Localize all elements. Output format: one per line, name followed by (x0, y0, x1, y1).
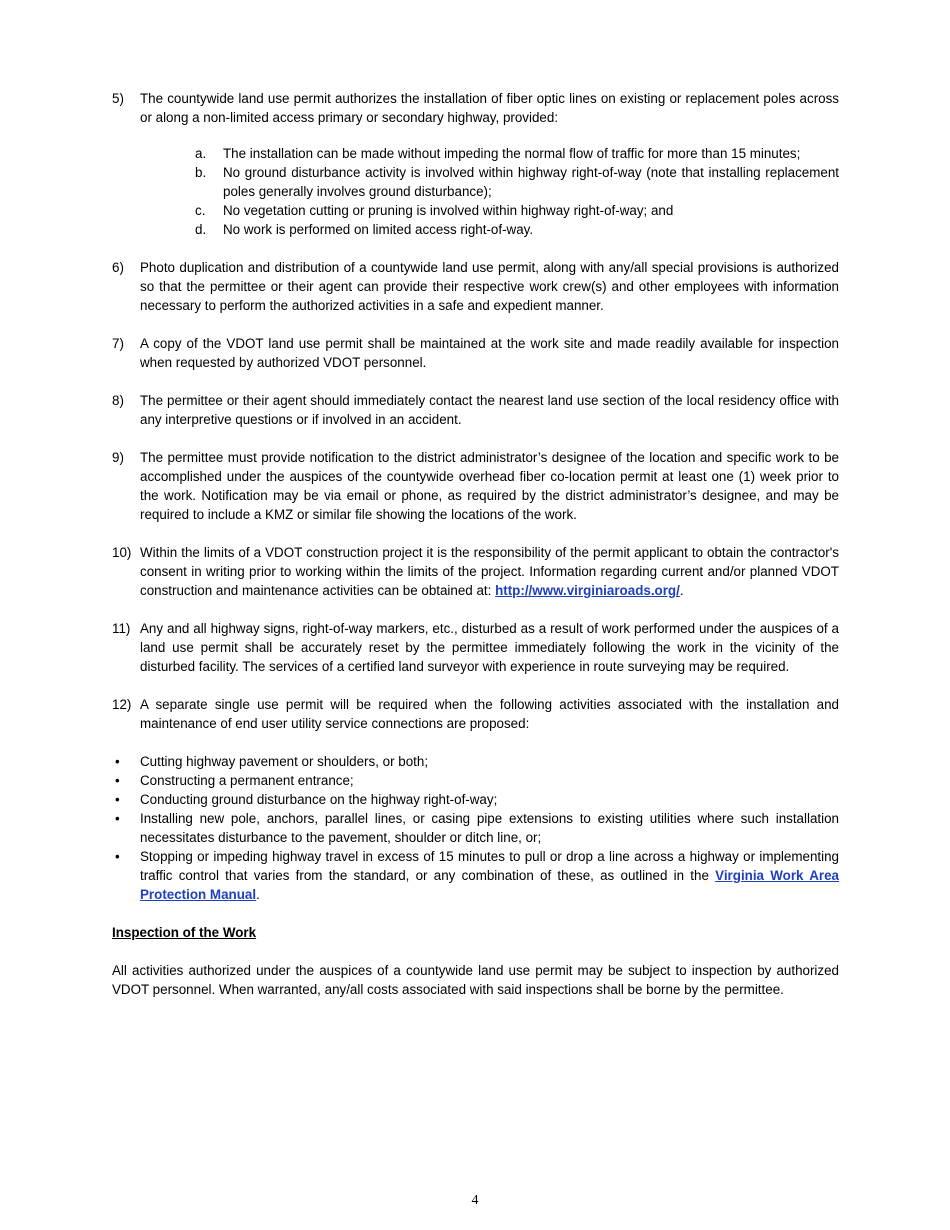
wapm-link[interactable]: Virginia Work Area Protection Manual (140, 868, 839, 902)
list-item-9 (112, 448, 839, 524)
item-number: 8) (112, 393, 124, 408)
item-number: 6) (112, 260, 124, 275)
sub-item-text: The installation can be made without impeding the normal flow of traffic for more than 15 minutes; (223, 146, 801, 161)
bullet-text: Stopping or impeding highway travel in excess of 15 minutes to pull or drop a line across a highway or implementing traffic control that varies from the standard, or any combination of these, as outlined in the (140, 849, 839, 883)
sub-item-label: c. (195, 203, 206, 218)
item-text: Any and all highway signs, right-of-way markers, etc., disturbed as a result of work performed under the auspices of a land use permit shall be accurately reset by the permittee immediately following the work in the vicinity of the disturbed facility. The services of a certified land surveyor with experience in route surveying may be required. (140, 621, 839, 674)
bullet-text: Cutting highway pavement or shoulders, or both; (140, 754, 429, 769)
item-text: A separate single use permit will be required when the following activities associated with the installation and maintenance of end user utility service connections are proposed: (140, 697, 839, 731)
bullet-item (112, 809, 839, 847)
sub-item-label: b. (195, 165, 207, 180)
bullet-icon: • (115, 773, 120, 788)
sub-item-d (195, 220, 839, 239)
bullet-text: Constructing a permanent entrance; (140, 773, 354, 788)
bullet-list (112, 752, 839, 904)
sub-item-text: No vegetation cutting or pruning is involved within highway right-of-way; and (223, 203, 674, 218)
item-text: The permittee or their agent should immediately contact the nearest land use section of the local residency office with any interpretive questions or if involved in an accident. (140, 393, 839, 427)
sub-item-a (195, 144, 839, 163)
page-content (112, 89, 839, 999)
item-text: The permittee must provide notification to the district administrator’s designee of the location and specific work to be accomplished under the auspices of the countywide overhead fiber co-location permit at least one (1) week prior to the work. Notification may be via email or phone, as required by the district administrator’s designee, and may be required to include a KMZ or similar file showing the locations of the work. (140, 450, 839, 522)
list-item-8 (112, 391, 839, 429)
list-item-10 (112, 543, 839, 600)
bullet-item (112, 790, 839, 809)
item-number: 11) (112, 621, 131, 636)
bullet-text: Conducting ground disturbance on the highway right-of-way; (140, 792, 498, 807)
list-item-5 (112, 89, 839, 239)
item-text: The countywide land use permit authorizes the installation of fiber optic lines on existing or replacement poles across or along a non-limited access primary or secondary highway, provided: (140, 91, 839, 125)
item-text: Within the limits of a VDOT construction project it is the responsibility of the permit applicant to obtain the contractor's consent in writing prior to working within the limits of the project. Information regarding current and/or planned VDOT construction and maintenance activities can be obtained at: (140, 545, 839, 598)
item-number: 9) (112, 450, 124, 465)
sub-item-text: No work is performed on limited access right-of-way. (223, 222, 534, 237)
bullet-icon: • (115, 792, 120, 807)
bullet-icon: • (115, 849, 120, 864)
sub-item-c (195, 201, 839, 220)
list-item-11 (112, 619, 839, 676)
section-heading: Inspection of the Work (112, 925, 257, 940)
item-number: 10) (112, 545, 132, 560)
bullet-text-after: . (256, 887, 260, 902)
item-number: 7) (112, 336, 124, 351)
sub-item-text: No ground disturbance activity is involved within highway right-of-way (note that installing replacement poles generally involves ground disturbance); (223, 165, 839, 199)
item-number: 12) (112, 697, 132, 712)
bullet-item (112, 847, 839, 904)
bullet-item (112, 771, 839, 790)
sub-item-label: a. (195, 146, 207, 161)
virginiaroads-link[interactable]: http://www.virginiaroads.org/ (495, 583, 680, 598)
list-item-12 (112, 695, 839, 733)
bullet-item (112, 752, 839, 771)
bullet-icon: • (115, 754, 120, 769)
bullet-text: Installing new pole, anchors, parallel lines, or casing pipe extensions to existing utilities where such installation necessitates disturbance to the pavement, shoulder or ditch line, or; (140, 811, 839, 845)
sub-item-b (195, 163, 839, 201)
item-text: A copy of the VDOT land use permit shall be maintained at the work site and made readily available for inspection when requested by authorized VDOT personnel. (140, 336, 839, 370)
inspection-paragraph: All activities authorized under the auspices of a countywide land use permit may be subject to inspection by authorized VDOT personnel. When warranted, any/all costs associated with said inspections shall be borne by the permittee. (112, 963, 839, 997)
item-number: 5) (112, 91, 124, 106)
page-number: 4 (471, 1193, 479, 1208)
item-text: Photo duplication and distribution of a countywide land use permit, along with any/all special provisions is authorized so that the permittee or their agent can provide their respective work crew(s) and other employees with information necessary to perform the authorized activities in a safe and expedient manner. (140, 260, 839, 313)
bullet-icon: • (115, 811, 120, 826)
sub-item-label: d. (195, 222, 207, 237)
item-text-after: . (679, 583, 684, 598)
sub-list (195, 144, 839, 239)
list-item-7 (112, 334, 839, 372)
list-item-6 (112, 258, 839, 315)
